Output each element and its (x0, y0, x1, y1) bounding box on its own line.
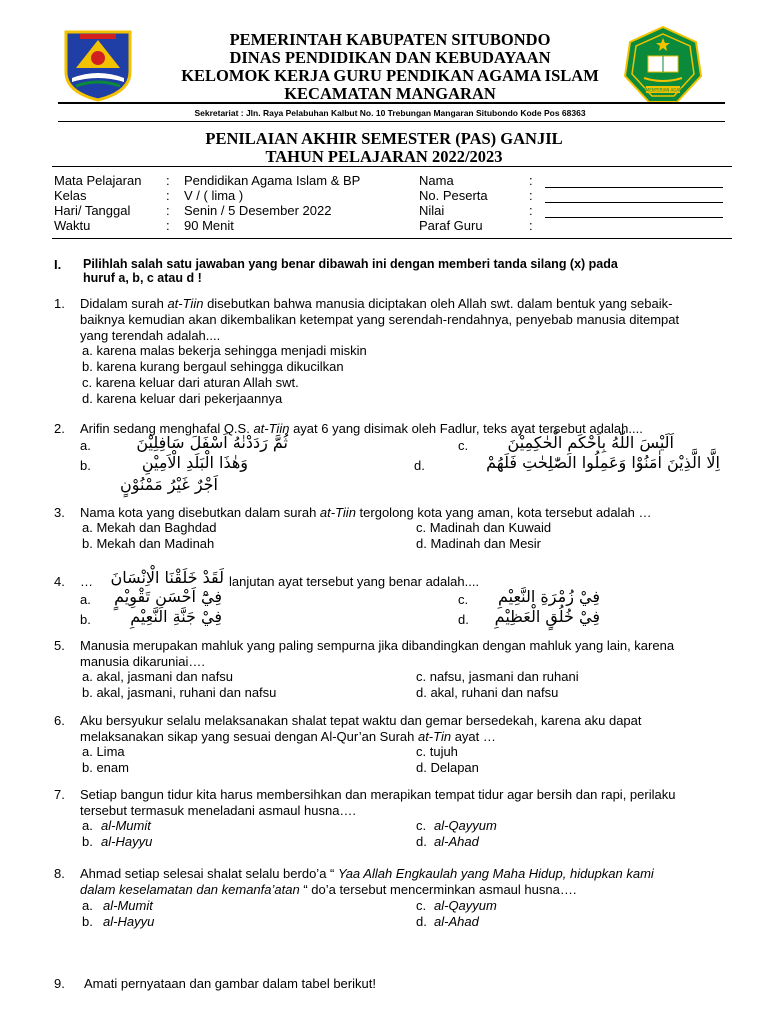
q4-ellipsis: … (80, 574, 93, 589)
q8-line-1: Ahmad setiap selesai shalat selalu berdo’a “ Yaa Allah Engkaulah yang Maha Hidup, hidupkan kami (80, 866, 654, 881)
q3-option-a[interactable]: a. Mekah dan Baghdad (82, 520, 217, 535)
q3-line-1: Nama kota yang disebutkan dalam surah at-Tiin tergolong kota yang aman, kota tersebut adalah … (80, 505, 652, 520)
q1-option-b[interactable]: b. karena kurang bergaul sehingga dikucilkan (82, 359, 344, 374)
q4-option-c-label[interactable]: c. (458, 592, 469, 607)
label-no-peserta: No. Peserta (419, 188, 488, 203)
kemenag-logo-text: KEMENTERIAN AGAMA (640, 87, 686, 93)
q8-option-b-label[interactable]: b. (82, 914, 93, 929)
q5-option-c[interactable]: c. nafsu, jasmani dan ruhani (416, 669, 579, 684)
instruction-line-2: huruf a, b, c atau d ! (83, 271, 202, 285)
value-kelas: V / ( lima ) (184, 188, 244, 203)
q7-option-b[interactable]: al-Hayyu (101, 834, 153, 849)
q3-option-d[interactable]: d. Madinah dan Mesir (416, 536, 542, 551)
q2-option-d-arabic[interactable]: اِلَّا الَّذِيْنَ اٰمَنُوْا وَعَمِلُوا الصّٰلِحٰتِ فَلَهُمْ (486, 453, 720, 472)
q8-number: 8. (54, 866, 65, 881)
q6-option-c[interactable]: c. tujuh (416, 744, 458, 759)
q5-line-1: Manusia merupakan mahluk yang paling sempurna jika dibandingkan dengan mahluk yang lain, karena (80, 638, 675, 653)
q2-option-b-arabic-continued: اَجْرٌ غَيْرُ مَمْنُوْنٍ (119, 475, 218, 494)
colon: : (529, 173, 533, 188)
colon: : (166, 188, 170, 203)
q2-option-b-label[interactable]: b. (80, 458, 91, 473)
q1-option-a[interactable]: a. karena malas bekerja sehingga menjadi miskin (82, 343, 367, 358)
q5-option-d[interactable]: d. akal, ruhani dan nafsu (416, 685, 559, 700)
value-waktu: 90 Menit (184, 218, 234, 233)
q4-option-b-label[interactable]: b. (80, 612, 91, 627)
q8-option-b[interactable]: al-Hayyu (103, 914, 155, 929)
q6-number: 6. (54, 713, 65, 728)
q5-option-a[interactable]: a. akal, jasmani dan nafsu (82, 669, 234, 684)
q6-option-b[interactable]: b. enam (82, 760, 129, 775)
colon: : (529, 218, 533, 233)
nilai-field[interactable] (545, 217, 723, 218)
q4-number: 4. (54, 574, 65, 589)
q1-line-2: baiknya kemudian akan dikembalikan ketempat yang serendah-rendahnya, penyebab manusia ditempat (80, 312, 680, 327)
q2-option-b-arabic[interactable]: وَهٰذَا الْبَلَدِ الْاَمِيْنِ (141, 453, 248, 472)
header-line-2: DINAS PENDIDIKAN DAN KEBUDAYAAN (229, 48, 551, 67)
section-number: I. (54, 257, 62, 272)
q6-option-d[interactable]: d. Delapan (416, 760, 479, 775)
q7-option-a-label[interactable]: a. (82, 818, 93, 833)
q2-option-d-label[interactable]: d. (414, 458, 425, 473)
q8-option-c-label[interactable]: c. (416, 898, 427, 913)
value-mata-pelajaran: Pendidikan Agama Islam & BP (184, 173, 361, 188)
q3-option-c[interactable]: c. Madinah dan Kuwaid (416, 520, 552, 535)
q4-option-a-label[interactable]: a. (80, 592, 91, 607)
q4-option-c-arabic[interactable]: فِيْ زُمْرَةِ النَّعِيْمِ (497, 587, 600, 606)
label-hari-tanggal: Hari/ Tanggal (54, 203, 131, 218)
q7-option-b-label[interactable]: b. (82, 834, 93, 849)
q2-option-a-arabic[interactable]: ثُمَّ رَدَدْنٰهُ اَسْفَلَ سَافِلِيْنَ (136, 433, 288, 452)
q8-option-c[interactable]: al-Qayyum (434, 898, 497, 913)
q1-number: 1. (54, 296, 65, 311)
q6-line-1: Aku bersyukur selalu melaksanakan shalat tepat waktu dan gemar bersedekah, karena aku dapat (80, 713, 642, 728)
colon: : (166, 218, 170, 233)
label-paraf-guru: Paraf Guru (419, 218, 483, 233)
q4-arabic-verse: لَقَدْ خَلَقْنَا الْاِنْسَانَ (110, 568, 224, 587)
nama-field[interactable] (545, 187, 723, 188)
header-line-4: KECAMATAN MANGARAN (284, 84, 496, 103)
colon: : (529, 188, 533, 203)
q5-number: 5. (54, 638, 65, 653)
q1-option-d[interactable]: d. karena keluar dari pekerjaannya (82, 391, 283, 406)
label-waktu: Waktu (54, 218, 91, 233)
q8-option-a-label[interactable]: a. (82, 898, 93, 913)
q8-line-2: dalam keselamatan dan kemanfa’atan “ do’a tersebut mencerminkan asmaul husna…. (80, 882, 577, 897)
q4-line-1: lanjutan ayat tersebut yang benar adalah.... (229, 574, 480, 589)
q7-line-2: tersebut termasuk meneladani asmaul husna…. (80, 803, 357, 818)
colon: : (166, 203, 170, 218)
q6-line-2: melaksanakan sikap yang sesuai dengan Al-Qur’an Surah at-Tin ayat … (80, 729, 496, 744)
q9-line-1: Amati pernyataan dan gambar dalam tabel berikut! (84, 976, 376, 991)
q2-option-a-label[interactable]: a. (80, 438, 91, 453)
q3-number: 3. (54, 505, 65, 520)
label-mata-pelajaran: Mata Pelajaran (54, 173, 142, 188)
value-hari-tanggal: Senin / 5 Desember 2022 (184, 203, 332, 218)
q7-option-d-label[interactable]: d. (416, 834, 427, 849)
label-nilai: Nilai (419, 203, 445, 218)
exam-title: PENILAIAN AKHIR SEMESTER (PAS) GANJIL (205, 129, 563, 148)
q7-number: 7. (54, 787, 65, 802)
q6-option-a[interactable]: a. Lima (82, 744, 125, 759)
q4-option-a-arabic[interactable]: فِيْٓ اَحْسَنِ تَقْوِيْمٍ (114, 587, 222, 606)
header-line-3: KELOMOK KERJA GURU PENDIKAN AGAMA ISLAM (181, 66, 599, 85)
q7-option-d[interactable]: al-Ahad (434, 834, 479, 849)
q4-option-b-arabic[interactable]: فِيْ جَنَّةِ النَّعِيْمِ (130, 607, 222, 626)
situbondo-logo (62, 28, 134, 102)
q4-option-d-label[interactable]: d. (458, 612, 469, 627)
label-kelas: Kelas (54, 188, 87, 203)
header-divider (58, 102, 725, 104)
q2-option-c-arabic[interactable]: اَلَيْسَ اللّٰهُ بِاَحْكَمِ الْحٰكِمِيْنَ (507, 433, 674, 452)
colon: : (529, 203, 533, 218)
colon: : (166, 173, 170, 188)
q8-option-a[interactable]: al-Mumit (103, 898, 153, 913)
no-peserta-field[interactable] (545, 202, 723, 203)
q3-option-b[interactable]: b. Mekah dan Madinah (82, 536, 215, 551)
q1-line-3: yang terendah adalah.... (80, 328, 221, 343)
q9-number: 9. (54, 976, 65, 991)
instruction-line-1: Pilihlah salah satu jawaban yang benar dibawah ini dengan memberi tanda silang (x) pada (83, 257, 618, 271)
q8-option-d[interactable]: al-Ahad (434, 914, 479, 929)
q2-number: 2. (54, 421, 65, 436)
sekretariat-address: Sekretariat : Jln. Raya Pelabuhan Kalbut No. 10 Trebungan Mangaran Situbondo Kode Pos 68363 (194, 108, 586, 118)
q5-line-2: manusia dikaruniai…. (80, 654, 206, 669)
q5-option-b[interactable]: b. akal, jasmani, ruhani dan nafsu (82, 685, 277, 700)
label-nama: Nama (419, 173, 454, 188)
q2-line-1: Arifin sedang menghafal Q.S. at-Tiin ayat 6 yang disimak oleh Fadlur, teks ayat tersebut adalah.... (80, 421, 643, 436)
header-line-1: PEMERINTAH KABUPATEN SITUBONDO (229, 30, 551, 49)
q1-option-c[interactable]: c. karena keluar dari aturan Allah swt. (82, 375, 299, 390)
q1-line-1: Didalam surah at-Tiin disebutkan bahwa manusia diciptakan oleh Allah swt. dalam bentuk yang sebaik- (80, 296, 673, 311)
kemenag-logo (622, 24, 704, 106)
exam-year: TAHUN PELAJARAN 2022/2023 (265, 147, 503, 166)
q7-option-c-label[interactable]: c. (416, 818, 427, 833)
q7-line-1: Setiap bangun tidur kita harus membersihkan dan merapikan tempat tidur agar bersih dan rapi, perilaku (80, 787, 676, 802)
q7-option-c[interactable]: al-Qayyum (434, 818, 497, 833)
q2-option-c-label[interactable]: c. (458, 438, 469, 453)
q4-option-d-arabic[interactable]: فِيْ خُلُقٍ الْعَظِيْمِ (494, 607, 600, 626)
q7-option-a[interactable]: al-Mumit (101, 818, 151, 833)
header-divider-thin (58, 121, 725, 122)
q8-option-d-label[interactable]: d. (416, 914, 427, 929)
